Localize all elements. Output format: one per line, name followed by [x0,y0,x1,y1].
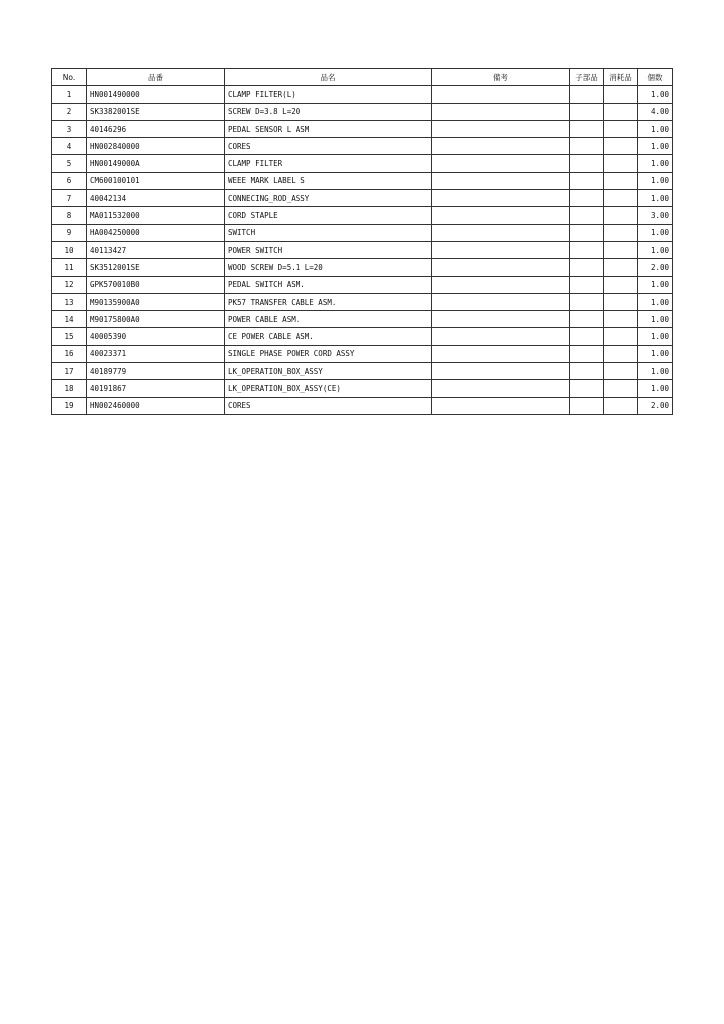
sub-part-cell [570,311,604,328]
parts-list-sheet [51,68,672,415]
part-name-cell: CONNECING_ROD_ASSY [225,190,432,207]
consumable-cell [604,224,638,241]
consumable-cell [604,311,638,328]
part-name-cell: PEDAL SWITCH ASM. [225,276,432,293]
quantity-cell: 4.00 [638,103,673,120]
row-number: 7 [52,190,87,207]
remarks-cell [432,138,570,155]
part-number-cell: HN001490000 [87,86,225,103]
part-name-cell: CORES [225,397,432,414]
consumable-cell [604,363,638,380]
sub-part-cell [570,207,604,224]
part-name-cell: POWER SWITCH [225,241,432,258]
consumable-cell [604,397,638,414]
sub-part-cell [570,241,604,258]
quantity-cell: 1.00 [638,363,673,380]
row-number: 2 [52,103,87,120]
table-row [52,224,673,241]
consumable-cell [604,328,638,345]
part-number-cell: HN002460000 [87,397,225,414]
remarks-cell [432,155,570,172]
table-row [52,293,673,310]
parts-table [51,68,673,415]
quantity-cell: 1.00 [638,328,673,345]
part-number-cell: M90175800A0 [87,311,225,328]
consumable-cell [604,345,638,362]
row-number: 12 [52,276,87,293]
row-number: 18 [52,380,87,397]
consumable-cell [604,155,638,172]
quantity-cell: 1.00 [638,293,673,310]
consumable-cell [604,120,638,137]
parts-table-body [52,86,673,415]
row-number: 14 [52,311,87,328]
part-name-cell: WOOD SCREW D=5.1 L=20 [225,259,432,276]
part-name-cell: LK_OPERATION_BOX_ASSY [225,363,432,380]
remarks-cell [432,224,570,241]
table-row [52,138,673,155]
remarks-cell [432,363,570,380]
quantity-cell: 1.00 [638,345,673,362]
part-name-cell: SWITCH [225,224,432,241]
quantity-cell: 1.00 [638,311,673,328]
quantity-cell: 1.00 [638,138,673,155]
consumable-cell [604,190,638,207]
sub-part-cell [570,345,604,362]
part-number-cell: HN002840000 [87,138,225,155]
table-row [52,276,673,293]
part-name-cell: SINGLE PHASE POWER CORD ASSY [225,345,432,362]
remarks-cell [432,397,570,414]
part-number-cell: SK3512001SE [87,259,225,276]
part-number-cell: M90135900A0 [87,293,225,310]
part-name-cell: CORES [225,138,432,155]
quantity-cell: 2.00 [638,397,673,414]
row-number: 10 [52,241,87,258]
table-header-row [52,69,673,86]
table-row [52,397,673,414]
sub-part-cell [570,120,604,137]
sub-part-cell [570,138,604,155]
consumable-cell [604,259,638,276]
header-quantity: 個数 [638,69,673,86]
row-number: 16 [52,345,87,362]
remarks-cell [432,86,570,103]
sub-part-cell [570,293,604,310]
row-number: 1 [52,86,87,103]
table-row [52,241,673,258]
part-name-cell: POWER CABLE ASM. [225,311,432,328]
remarks-cell [432,293,570,310]
row-number: 6 [52,172,87,189]
part-number-cell: MA011532000 [87,207,225,224]
sub-part-cell [570,397,604,414]
part-name-cell: CORD STAPLE [225,207,432,224]
consumable-cell [604,207,638,224]
header-sub-part: 子部品 [570,69,604,86]
consumable-cell [604,293,638,310]
consumable-cell [604,241,638,258]
table-row [52,311,673,328]
sub-part-cell [570,328,604,345]
table-row [52,207,673,224]
remarks-cell [432,345,570,362]
part-number-cell: SK3382001SE [87,103,225,120]
part-number-cell: 40042134 [87,190,225,207]
header-remarks: 備考 [432,69,570,86]
header-consumable: 消耗品 [604,69,638,86]
remarks-cell [432,311,570,328]
row-number: 13 [52,293,87,310]
table-row [52,363,673,380]
quantity-cell: 1.00 [638,380,673,397]
remarks-cell [432,190,570,207]
quantity-cell: 1.00 [638,86,673,103]
quantity-cell: 1.00 [638,155,673,172]
part-number-cell: 40005390 [87,328,225,345]
remarks-cell [432,207,570,224]
part-number-cell: 40146296 [87,120,225,137]
part-name-cell: WEEE MARK LABEL S [225,172,432,189]
consumable-cell [604,103,638,120]
row-number: 15 [52,328,87,345]
header-part-number: 品番 [87,69,225,86]
sub-part-cell [570,380,604,397]
table-row [52,86,673,103]
sub-part-cell [570,103,604,120]
part-name-cell: CLAMP FILTER(L) [225,86,432,103]
row-number: 4 [52,138,87,155]
table-row [52,328,673,345]
quantity-cell: 1.00 [638,241,673,258]
part-name-cell: CLAMP FILTER [225,155,432,172]
remarks-cell [432,259,570,276]
quantity-cell: 3.00 [638,207,673,224]
remarks-cell [432,241,570,258]
part-name-cell: PEDAL SENSOR L ASM [225,120,432,137]
consumable-cell [604,276,638,293]
part-number-cell: CM600100101 [87,172,225,189]
quantity-cell: 1.00 [638,190,673,207]
row-number: 3 [52,120,87,137]
header-part-name: 品名 [225,69,432,86]
quantity-cell: 1.00 [638,120,673,137]
part-number-cell: GPK570010B0 [87,276,225,293]
sub-part-cell [570,86,604,103]
table-row [52,103,673,120]
sub-part-cell [570,224,604,241]
part-number-cell: HN00149000A [87,155,225,172]
sub-part-cell [570,155,604,172]
quantity-cell: 1.00 [638,172,673,189]
row-number: 19 [52,397,87,414]
sub-part-cell [570,259,604,276]
row-number: 17 [52,363,87,380]
sub-part-cell [570,276,604,293]
part-number-cell: 40113427 [87,241,225,258]
quantity-cell: 1.00 [638,276,673,293]
remarks-cell [432,328,570,345]
table-row [52,120,673,137]
quantity-cell: 2.00 [638,259,673,276]
consumable-cell [604,138,638,155]
part-number-cell: 40189779 [87,363,225,380]
part-name-cell: LK_OPERATION_BOX_ASSY(CE) [225,380,432,397]
sub-part-cell [570,190,604,207]
consumable-cell [604,86,638,103]
quantity-cell: 1.00 [638,224,673,241]
remarks-cell [432,172,570,189]
part-number-cell: 40191867 [87,380,225,397]
table-row [52,155,673,172]
part-name-cell: CE POWER CABLE ASM. [225,328,432,345]
table-row [52,190,673,207]
row-number: 8 [52,207,87,224]
remarks-cell [432,120,570,137]
remarks-cell [432,276,570,293]
row-number: 9 [52,224,87,241]
header-no: No. [52,69,87,86]
table-row [52,345,673,362]
table-row [52,259,673,276]
consumable-cell [604,172,638,189]
row-number: 11 [52,259,87,276]
consumable-cell [604,380,638,397]
part-name-cell: PK57 TRANSFER CABLE ASM. [225,293,432,310]
remarks-cell [432,103,570,120]
part-name-cell: SCREW D=3.8 L=20 [225,103,432,120]
sub-part-cell [570,172,604,189]
remarks-cell [432,380,570,397]
sub-part-cell [570,363,604,380]
part-number-cell: HA004250000 [87,224,225,241]
table-row [52,172,673,189]
row-number: 5 [52,155,87,172]
part-number-cell: 40023371 [87,345,225,362]
table-row [52,380,673,397]
